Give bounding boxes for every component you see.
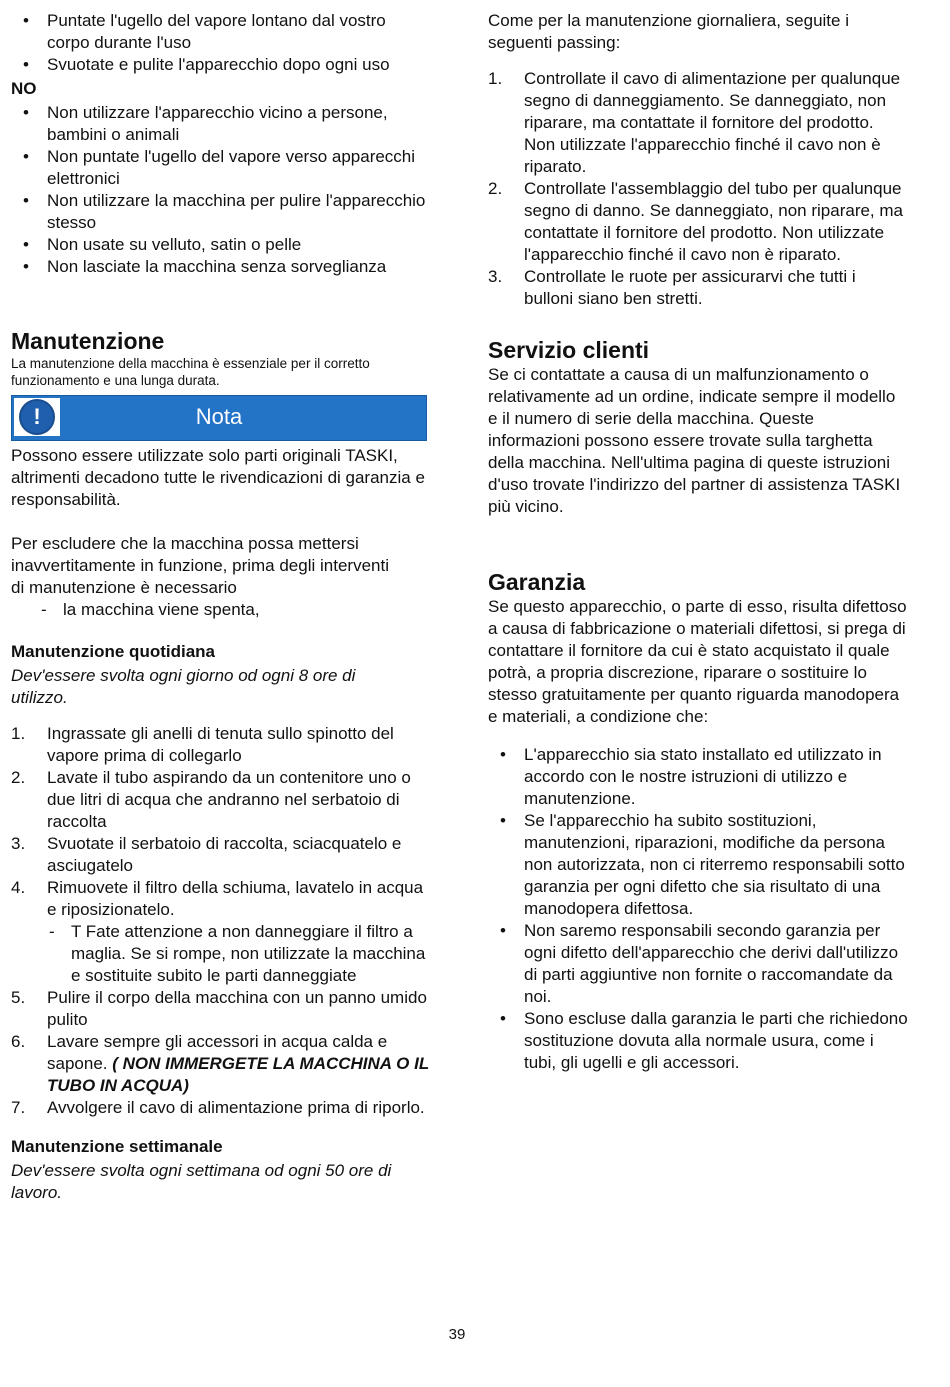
garanzia-heading: Garanzia [488, 569, 586, 595]
list-item: 7. Avvolgere il cavo di alimentazione prima di riporlo. [11, 1098, 425, 1117]
list-item: 4. Rimuovete il filtro della schiuma, lavatelo in acqua e riposizionatelo. - T Fate attenzione a non danneggiare il filtro a maglia. Se si rompe, non utilizzate la macchina e sostituite subito le parti danneggiate [11, 877, 431, 987]
weekly-maintenance-heading: Manutenzione settimanale [11, 1137, 223, 1156]
no-bullet-list [11, 102, 431, 278]
garanzia-text: Se questo apparecchio, o parte di esso, risulta difettoso a causa di fabbricazione o materiali difettosi, si prega di contattare il fornitore da cui è stato acquistato il quale potrà, a propria discrezione, riparare o sostituire lo stesso gratuitamente per quanto riguarda manodopera e materiali, a condizione che: [488, 597, 907, 726]
list-item: • Non utilizzare l'apparecchio vicino a persone, bambini o animali [11, 102, 431, 146]
list-item: 3. Svuotate il serbatoio di raccolta, sciacquatelo e asciugatelo [11, 834, 402, 875]
no-label: NO [11, 79, 37, 98]
list-item: • Non usate su velluto, satin o pelle [11, 234, 431, 256]
nota-banner [11, 395, 427, 441]
daily-maintenance-subtitle: Dev'essere svolta ogni giorno od ogni 8 ore di utilizzo. [11, 666, 356, 707]
list-item: • Puntate l'ugello del vapore lontano dal vostro corpo durante l'uso [11, 10, 431, 54]
list-item: • Non saremo responsabili secondo garanzia per ogni difetto dell'apparecchio che derivi dall'utilizzo di parti aggiuntive non fornite o raccomandate da noi. [488, 920, 908, 1008]
list-item: • L'apparecchio sia stato installato ed utilizzato in accordo con le nostre istruzioni di utilizzo e manutenzione. [488, 744, 908, 810]
manutenzione-heading: Manutenzione [11, 328, 165, 354]
manutenzione-intro: La manutenzione della macchina è essenziale per il corretto funzionamento e una lunga durata. [11, 356, 370, 388]
page-number: 39 [448, 1326, 466, 1343]
list-item: 1. Ingrassate gli anelli di tenuta sullo spinotto del vapore prima di collegarlo [11, 724, 394, 765]
garanzia-conditions-list [488, 744, 908, 1074]
list-item: • Non utilizzare la macchina per pulire l'apparecchio stesso [11, 190, 431, 234]
nota-text: Possono essere utilizzate solo parti originali TASKI, altrimenti decadono tutte le rivendicazioni di garanzia e responsabilità. [11, 446, 425, 509]
list-item: • Se l'apparecchio ha subito sostituzioni, manutenzioni, riparazioni, modifiche da persona non autorizzata, non ci riterremo responsabili sotto garanzia per ogni difetto che sia risultato di una manodopera difettosa. [488, 810, 908, 920]
list-item: 6. Lavare sempre gli accessori in acqua calda e sapone. ( NON IMMERGETE LA MACCHINA O IL TUBO IN ACQUA) [11, 1032, 429, 1095]
list-item: 5. Pulire il corpo della macchina con un panno umido pulito [11, 988, 427, 1029]
list-item: • Sono escluse dalla garanzia le parti che richiedono sostituzione dovuta alla normale usura, come i tubi, gli ugelli e gli accessori. [488, 1008, 908, 1074]
weekly-intro: Come per la manutenzione giornaliera, seguite i seguenti passing: [488, 11, 849, 52]
list-item: 3. Controllate le ruote per assicurarvi che tutti i bulloni siano ben stretti. [488, 267, 856, 308]
left-column [11, 10, 431, 1204]
daily-steps-list [11, 723, 431, 1119]
weekly-steps-list [488, 68, 908, 310]
list-item: 1. Controllate il cavo di alimentazione per qualunque segno di danneggiamento. Se danneggiato, non riparare, ma contattate il fornitore del prodotto. Non utilizzate l'apparecchio finché il cavo non è riparato. [488, 69, 901, 176]
list-item: • Non puntate l'ugello del vapore verso apparecchi elettronici [11, 146, 431, 190]
maintenance-paragraph: Per escludere che la macchina possa mettersi inavvertitamente in funzione, prima degli interventi di manutenzione è necessario [11, 534, 389, 597]
dash-item: - la macchina viene spenta, [41, 600, 260, 619]
right-column [488, 10, 908, 1074]
list-item: 2. Lavate il tubo aspirando da un contenitore uno o due litri di acqua che andranno nel serbatoio di raccolta [11, 768, 411, 831]
servizio-clienti-text: Se ci contattate a causa di un malfunzionamento o relativamente ad un ordine, indicate sempre il modello e il numero di serie della macchina. Queste informazioni possono essere trovate sulla targhetta della macchina. Nell'ultima pagina di queste istruzioni d'uso trovate l'indirizzo del partner di assistenza TASKI più vicino. [488, 365, 901, 516]
list-item: 2. Controllate l'assemblaggio del tubo per qualunque segno di danno. Se danneggiato, non riparare, ma contattate il fornitore del prodotto. Non utilizzate l'apparecchio finché il cavo non è riparato. [488, 179, 903, 264]
dash-item: - T Fate attenzione a non danneggiare il filtro a maglia. Se si rompe, non utilizzate la macchina e sostituite subito le parti danneggiate [49, 922, 426, 985]
servizio-clienti-heading: Servizio clienti [488, 337, 650, 363]
nota-label: Nota [195, 404, 243, 429]
warning-icon: ! [14, 398, 60, 436]
list-item: • Non lasciate la macchina senza sorveglianza [11, 256, 431, 278]
warning-text: ( NON IMMERGETE LA MACCHINA O IL TUBO IN ACQUA) [47, 1054, 429, 1095]
weekly-maintenance-subtitle: Dev'essere svolta ogni settimana od ogni 50 ore di lavoro. [11, 1161, 392, 1202]
top-bullet-list [11, 10, 431, 76]
list-item: • Svuotate e pulite l'apparecchio dopo ogni uso [11, 54, 431, 76]
daily-maintenance-heading: Manutenzione quotidiana [11, 642, 215, 661]
